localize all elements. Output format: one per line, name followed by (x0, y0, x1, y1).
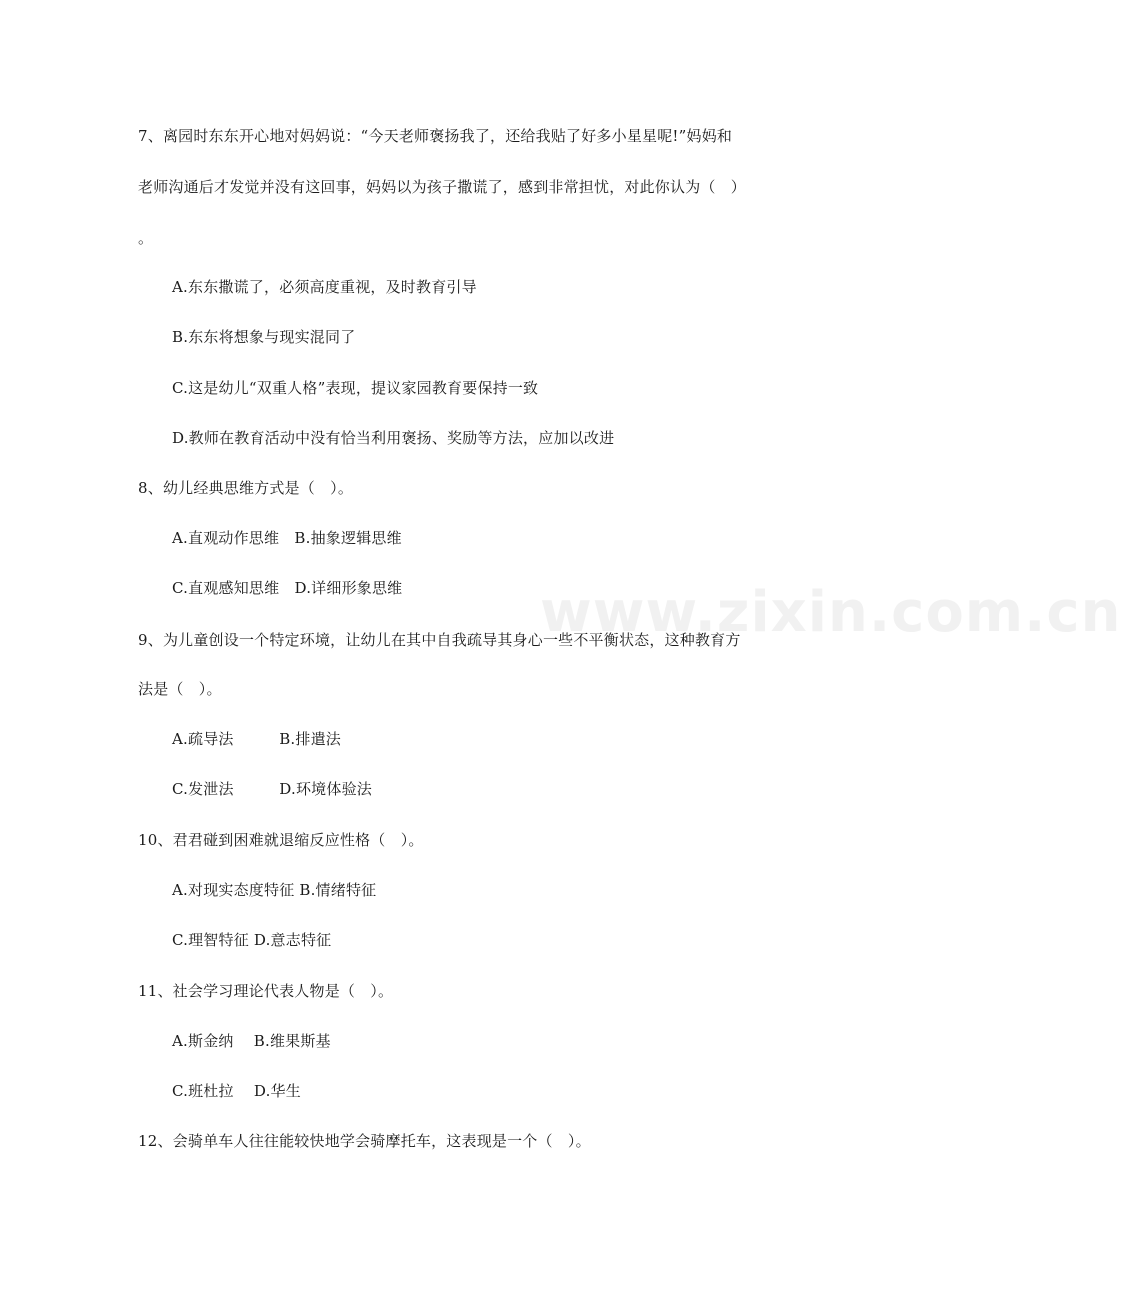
question-7-option-a: A.东东撒谎了，必须高度重视，及时教育引导 (172, 278, 477, 296)
question-8-options-ab: A.直观动作思维 B.抽象逻辑思维 (172, 529, 402, 547)
question-11-options-ab: A.斯金纳 B.维果斯基 (172, 1032, 331, 1050)
question-8-line-1: 8、幼儿经典思维方式是（ ）。 (138, 479, 354, 497)
question-10-options-cd: C.理智特征 D.意志特征 (172, 931, 332, 949)
question-7-option-c: C.这是幼儿“双重人格”表现，提议家园教育要保持一致 (172, 379, 539, 397)
watermark: www.zixin.com.cn (540, 580, 1122, 645)
question-9-options-ab: A.疏导法 B.排遣法 (172, 730, 341, 748)
question-12-line-1: 12、会骑单车人往往能较快地学会骑摩托车，这表现是一个（ ）。 (138, 1132, 591, 1150)
question-7-line-1: 7、离园时东东开心地对妈妈说：“今天老师褒扬我了，还给我贴了好多小星星呢!”妈妈和 (138, 127, 733, 145)
question-10-line-1: 10、君君碰到困难就退缩反应性格（ ）。 (138, 831, 424, 849)
question-7-option-b: B.东东将想象与现实混同了 (172, 328, 356, 346)
question-7-line-3: 。 (138, 229, 154, 247)
question-9-line-2: 法是（ ）。 (138, 680, 222, 698)
question-11-line-1: 11、社会学习理论代表人物是（ ）。 (138, 982, 394, 1000)
question-8-options-cd: C.直观感知思维 D.详细形象思维 (172, 579, 403, 597)
question-10-options-ab: A.对现实态度特征 B.情绪特征 (172, 881, 377, 899)
question-11-options-cd: C.班杜拉 D.华生 (172, 1082, 301, 1100)
question-7-line-2: 老师沟通后才发觉并没有这回事，妈妈以为孩子撒谎了，感到非常担忧，对此你认为（ ） (138, 178, 747, 196)
question-9-line-1: 9、为儿童创设一个特定环境，让幼儿在其中自我疏导其身心一些不平衡状态，这种教育方 (138, 631, 741, 649)
question-9-options-cd: C.发泄法 D.环境体验法 (172, 780, 372, 798)
question-7-option-d: D.教师在教育活动中没有恰当利用褒扬、奖励等方法，应加以改进 (172, 429, 615, 447)
